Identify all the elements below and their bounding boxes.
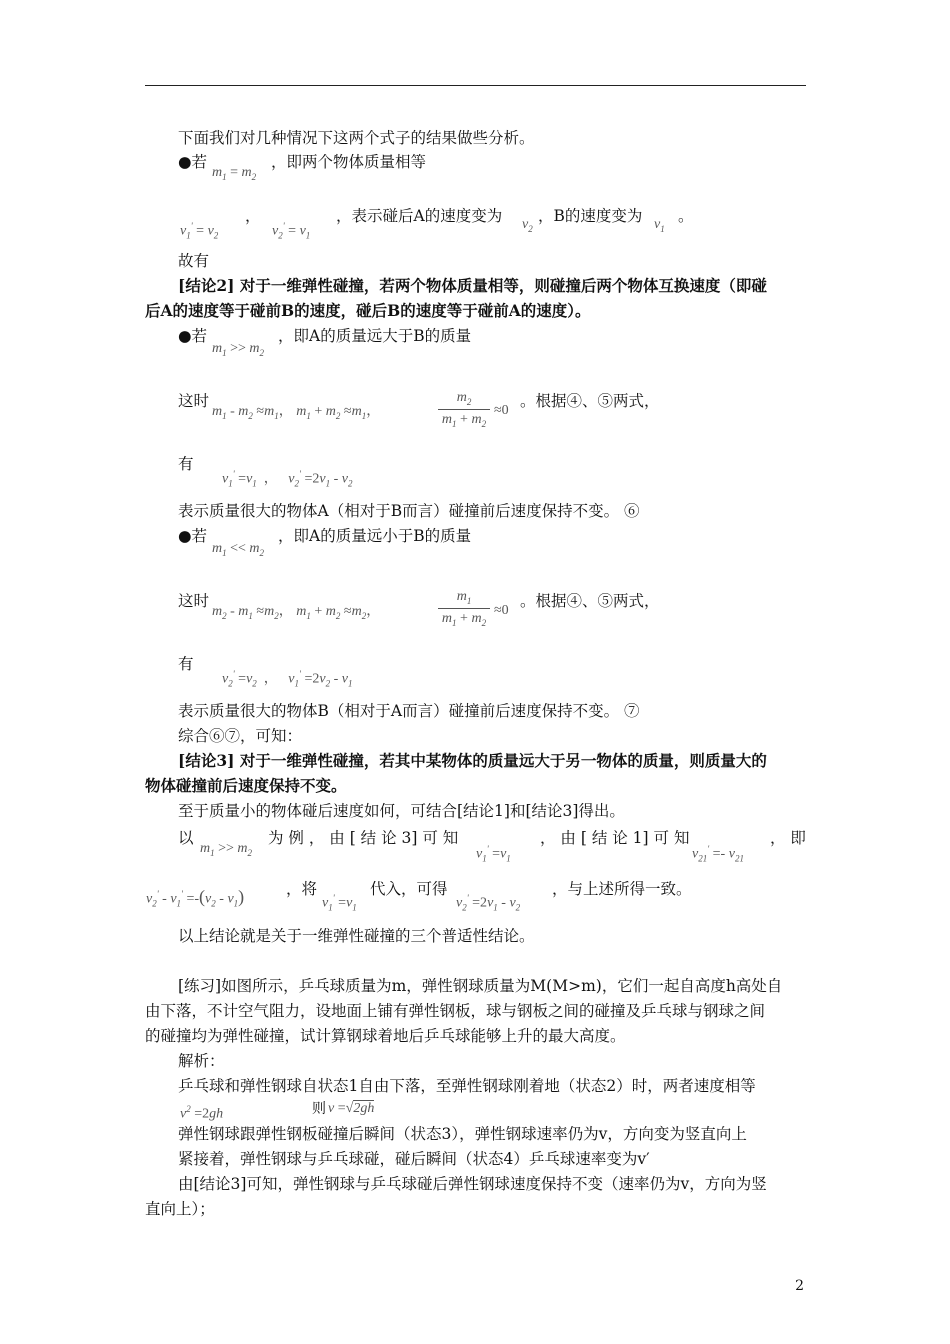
solution-line: 直向上）； bbox=[145, 1200, 215, 1218]
formula: $m_2 - m_1 \approx m_2$， $m_1 + m_2 \approx m_2$， bbox=[212, 604, 381, 621]
conclusion-2: [结论2] 对于一维弹性碰撞，若两个物体质量相等，则碰撞后两个物体互换速度（即碰 bbox=[178, 276, 767, 295]
formula: ≈0 bbox=[494, 403, 509, 418]
text-line: ，即两个物体质量相等 bbox=[271, 153, 427, 171]
exercise-line: 的碰撞均为弹性碰撞，试计算钢球着地后乒乓球能够上升的最大高度。 bbox=[145, 1027, 626, 1045]
formula: $m_1 << m_2$ bbox=[212, 541, 265, 558]
formula: v =√2gh bbox=[328, 1101, 375, 1116]
text-line: 。根据④、⑤两式， bbox=[520, 592, 660, 610]
solution-line: 乒乓球和弹性钢球自状态1自由下落，至弹性钢球刚着地（状态2）时，两者速度相等 bbox=[178, 1077, 756, 1095]
formula: $v_1$ bbox=[654, 217, 665, 234]
solution-line: 弹性钢球跟弹性钢板碰撞后瞬间（状态3），弹性钢球速率仍为v，方向变为竖直向上 bbox=[178, 1125, 747, 1143]
formula: $m_1 >> m_2$ bbox=[212, 341, 265, 358]
text-line: 。 bbox=[678, 207, 694, 225]
page-number: 2 bbox=[795, 1278, 804, 1294]
formula: $v_1' =v_1$ bbox=[322, 893, 357, 913]
text-line: 故有 bbox=[178, 252, 210, 270]
solution-line: 则 bbox=[312, 1101, 326, 1117]
text-line: ，即A的质量远大于B的质量 bbox=[278, 327, 472, 345]
exercise-line: [练习]如图所示，乒乓球质量为m，弹性钢球质量为M(M>m)，它们一起自高度h高处自 bbox=[178, 977, 783, 995]
text-line: 表示质量很大的物体A（相对于B而言）碰撞前后速度保持不变。 ⑥ bbox=[178, 502, 640, 520]
text-line: ，B的速度变为 bbox=[538, 207, 643, 225]
formula: $v_2' =v_2$ ， $v_1' =2v_2 - v_1$ bbox=[222, 669, 353, 689]
text-line: ， 即 bbox=[770, 829, 806, 847]
text-line: 以 bbox=[178, 829, 194, 847]
formula: $v_1' = v_2$ bbox=[180, 221, 219, 241]
fraction: $m_2$ $m_1 + m_2$ bbox=[438, 390, 490, 429]
text-line: 代入，可得 bbox=[370, 880, 448, 898]
text-line: 下面我们对几种情况下这两个式子的结果做些分析。 bbox=[178, 129, 535, 147]
formula: $m_1 >> m_2$ bbox=[200, 841, 253, 858]
formula: $v_1' =v_1$ ， $v_2' =2v_1 - v_2$ bbox=[222, 469, 353, 489]
text-line: 为 例 ， 由 [ 结 论 3] 可 知 bbox=[268, 829, 459, 847]
formula: $v_2' - v_1' =-(v_2 - v_1)$ bbox=[146, 886, 245, 909]
solution-line: 紧接着，弹性钢球与乒乓球碰，碰后瞬间（状态4）乒乓球速率变为v′ bbox=[178, 1150, 650, 1168]
conclusion-2: 后A的速度等于碰前B的速度，碰后B的速度等于碰前A的速度）。 bbox=[145, 301, 591, 320]
text-line: ， 由 [ 结 论 1] 可 知 bbox=[540, 829, 690, 847]
text-line: 以上结论就是关于一维弹性碰撞的三个普适性结论。 bbox=[178, 927, 535, 945]
solution-line: 由[结论3]可知，弹性钢球与乒乓球碰后弹性钢球速度保持不变（速率仍为v，方向为竖 bbox=[178, 1175, 767, 1193]
formula: $v_2' =2v_1 - v_2$ bbox=[456, 893, 521, 913]
text-line: ，表示碰后A的速度变为 bbox=[336, 207, 503, 225]
text-line: 这时 bbox=[178, 392, 210, 410]
formula: $v^2 =2gh$ bbox=[180, 1104, 224, 1122]
text-line: 综合⑥⑦，可知： bbox=[178, 727, 303, 745]
formula: $m_1 - m_2 \approx m_1$， $m_1 + m_2 \approx m_1$， bbox=[212, 404, 381, 421]
header-rule bbox=[145, 85, 806, 86]
text-line: 有 bbox=[178, 455, 194, 473]
formula: ≈0 bbox=[494, 603, 509, 618]
solution-line: 解析： bbox=[178, 1052, 225, 1070]
text-line: ●若 bbox=[178, 327, 208, 345]
text-line: 有 bbox=[178, 655, 194, 673]
formula: $v_{21}' =- v_{21}$ bbox=[692, 844, 744, 864]
conclusion-3: [结论3] 对于一维弹性碰撞，若其中某物体的质量远大于另一物体的质量，则质量大的 bbox=[178, 751, 767, 770]
fraction: $m_1$ $m_1 + m_2$ bbox=[438, 589, 490, 628]
text-line: ，将 bbox=[286, 880, 318, 898]
formula: $m_1 = m_2$ bbox=[212, 165, 257, 182]
text-line: ，即A的质量远小于B的质量 bbox=[278, 527, 472, 545]
text-line: ， bbox=[245, 207, 261, 225]
text-line: 。根据④、⑤两式， bbox=[520, 392, 660, 410]
text-line: ●若 bbox=[178, 527, 208, 545]
conclusion-3: 物体碰撞前后速度保持不变。 bbox=[145, 776, 347, 795]
formula: $v_2' = v_1$ bbox=[272, 221, 311, 241]
text-line: 这时 bbox=[178, 592, 210, 610]
text-line: 表示质量很大的物体B（相对于A而言）碰撞前后速度保持不变。 ⑦ bbox=[178, 702, 640, 720]
text-line: 至于质量小的物体碰后速度如何，可结合[结论1]和[结论3]得出。 bbox=[178, 802, 625, 820]
formula: $v_1' =v_1$ bbox=[476, 844, 511, 864]
text-line: ●若 bbox=[178, 153, 208, 171]
formula: $v_2$ bbox=[522, 217, 533, 234]
text-line: ，与上述所得一致。 bbox=[552, 880, 692, 898]
exercise-line: 由下落，不计空气阻力，设地面上铺有弹性钢板，球与钢板之间的碰撞及乒乓球与钢球之间 bbox=[145, 1002, 766, 1020]
